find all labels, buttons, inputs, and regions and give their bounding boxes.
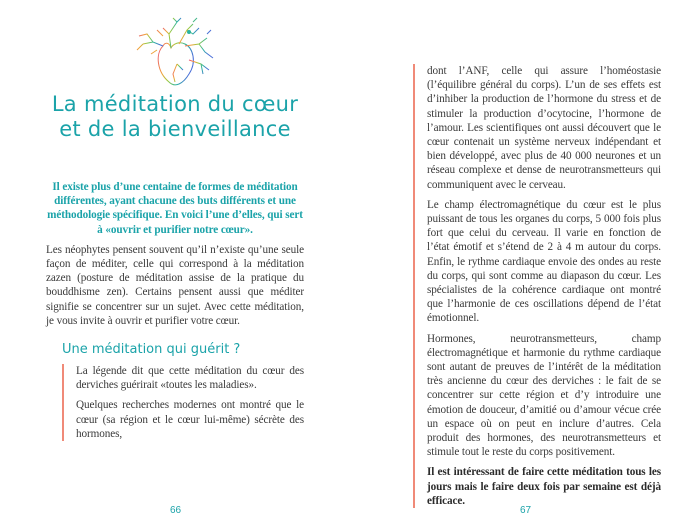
body-paragraph: Le champ électromagnétique du cœur est le plus puissant de tous les organes du corps, 5 000 fois plus fort que celui du cerveau. Il varie en fonction de l’état émotif et s’étend de 2 à 4 m autour du corps. Enfin, le rythme cardiaque envoie des ondes au reste du corps, qui sont comme au diapason du cœur. Les spécialistes de la cohérence cardiaque ont montré que l’harmonie de ces oscillations dépend de l’état émotionnel. (427, 198, 661, 325)
page-number: 67 (520, 505, 532, 516)
rainbow-heart-illustration (133, 14, 217, 90)
quote-block (413, 64, 661, 508)
page-number: 66 (170, 505, 182, 516)
title-line: et de la bienveillance (59, 117, 291, 141)
intro-text: Il existe plus d’une centaine de formes de méditation différentes, ayant chacune des buts différents et une méthodologie spécifique. En voici l’une d’elles, qui sert à «ouvrir et purifier notre cœur». (47, 181, 303, 236)
body-paragraph: Hormones, neurotransmetteurs, champ électromagnétique et harmonie du rythme cardiaque sont autant de preuves de l’intérêt de la méditation très ancienne du cœur des derviches : le fait de se concentrer sur cette région et d’y introduire une émotion de douceur, d’amitié ou d’amour vécue crée un espace où on peut en inclure d’autres. Cela produit des hormones, des neurotransmetteurs et stimule tout le reste du corps positivement. (427, 332, 661, 459)
quote-block (62, 364, 304, 441)
body-paragraph: dont l’ANF, celle qui assure l’homéostasie (l’équilibre général du corps). L’un de ses effets est d’inhiber la production de l’hormone du stress et de stimuler la production d’ocytocine, l’hormone de l’amour. Les scientifiques ont aussi découvert que le cœur contenait un système nerveux indépendant et bien développé, avec plus de 40 000 neurones et un réseau complexe et dense de neurotransmetteurs qui communiquent avec le cerveau. (427, 65, 661, 191)
bold-paragraph: Il est intéressant de faire cette méditation tous les jours mais le faire deux fois par semaine est déjà efficace. (427, 466, 661, 507)
quote-paragraph: La légende dit que cette méditation du cœur des derviches guérirait «toutes les maladies». (76, 365, 304, 392)
chapter-title (20, 92, 330, 142)
title-line: La méditation du cœur (51, 92, 299, 116)
right-page (350, 0, 700, 524)
left-column (46, 14, 304, 441)
quote-paragraph: Quelques recherches modernes ont montré que le cœur (sa région et le cœur lui-même) sécrète des hormones, (76, 399, 304, 440)
section-heading: Une méditation qui guérit ? (62, 342, 241, 358)
body-paragraph: Les néophytes pensent souvent qu’il n’existe qu’une seule façon de méditer, celle qui correspond à la méditation zazen (posture de méditation assise de la pratique du bouddhisme zen). Certains pensent aussi que méditer signifie se concentrer sur un sujet. Avec cette méditation, je vous invite à ouvrir et purifier votre cœur. (46, 243, 304, 327)
